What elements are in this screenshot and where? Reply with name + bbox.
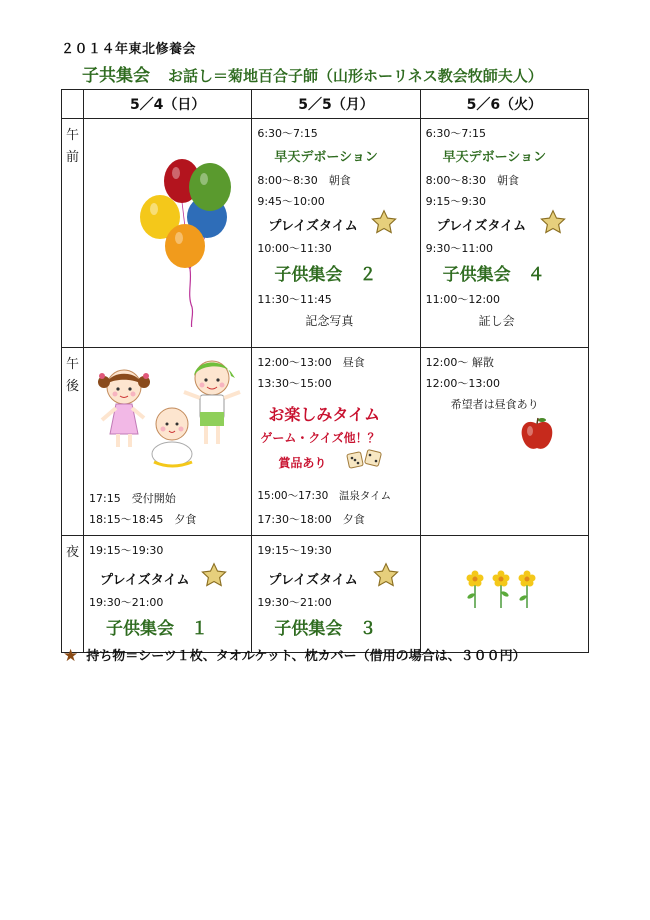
- cell-d4-morning: [84, 119, 252, 348]
- time-text: 9:30〜11:00: [425, 242, 494, 255]
- praise-label: プレイズタイム: [268, 573, 358, 588]
- cell-d5-morning: [252, 119, 420, 348]
- time-text: 13:30〜15:00: [257, 377, 332, 390]
- header-row: [62, 90, 589, 119]
- day-header: 5／6（火）: [420, 90, 588, 119]
- cell-d6-evening: [420, 536, 588, 653]
- time-text: 19:30〜21:00: [89, 596, 164, 609]
- afternoon-row: [62, 348, 589, 536]
- period-char: 午: [66, 357, 80, 372]
- dice-icon: [346, 448, 386, 472]
- time-text: 10:00〜11:30: [257, 242, 332, 255]
- star-icon: [539, 209, 567, 236]
- time-text: 18:15〜18:45 夕食: [89, 513, 197, 526]
- evening-row: [62, 536, 589, 653]
- time-text: 6:30〜7:15: [257, 127, 318, 140]
- devotion-label: 早天デボーション: [274, 150, 378, 165]
- star-icon: [370, 209, 398, 236]
- time-text: 9:45〜10:00: [257, 195, 325, 208]
- morning-row: [62, 119, 589, 348]
- time-text: 17:15 受付開始: [89, 492, 176, 505]
- star-icon: [372, 562, 400, 589]
- footer-note: [63, 645, 526, 666]
- time-text: 11:30〜11:45: [257, 293, 332, 306]
- subtitle-speaker: お話し＝菊地百合子師（山形ホーリネス教会牧師夫人）: [168, 67, 543, 85]
- day-header: 5／5（月）: [252, 90, 420, 119]
- time-text: 12:00〜13:00: [425, 377, 501, 390]
- flowers-illustration: [463, 568, 543, 613]
- praise-label: プレイズタイム: [268, 219, 358, 234]
- children-illustration: [94, 352, 244, 472]
- cell-d5-evening: [252, 536, 420, 653]
- testimony-label: 証し会: [478, 314, 515, 328]
- page-subtitle: [82, 61, 543, 86]
- meeting-label: 子供集会 ２: [274, 265, 377, 285]
- subtitle-main: 子共集会: [82, 66, 150, 86]
- time-text: 8:00〜8:30 朝食: [425, 174, 520, 187]
- lunch-note: 希望者は昼食あり: [450, 398, 539, 411]
- time-text: 17:30〜18:00 夕食: [257, 513, 365, 526]
- cell-d6-afternoon: [420, 348, 588, 536]
- footer-text: 持ち物＝シーツ１枚、タオルケット、枕カバー（借用の場合は、３００円）: [86, 649, 526, 664]
- time-text: 12:00〜 解散: [425, 356, 494, 369]
- period-char: 前: [66, 150, 80, 165]
- meeting-label: 子供集会 ３: [274, 619, 377, 639]
- time-text: 9:15〜9:30: [425, 195, 487, 208]
- page-title: ２０１４年東北修養会: [61, 42, 197, 57]
- apple-icon: [519, 416, 555, 452]
- star-icon: [200, 562, 228, 589]
- prizes-label: 賞品あり: [278, 456, 327, 470]
- corner-cell: [62, 90, 84, 119]
- time-text: 8:00〜8:30 朝食: [257, 174, 351, 187]
- period-label-afternoon: [62, 348, 84, 536]
- cell-d4-afternoon: [84, 348, 252, 536]
- time-text: 19:30〜21:00: [257, 596, 332, 609]
- games-label: ゲーム・クイズ他！？: [260, 431, 380, 445]
- cell-d5-afternoon: [252, 348, 420, 536]
- balloons-illustration: [140, 157, 240, 327]
- period-label-morning: [62, 119, 84, 348]
- cell-d4-evening: [84, 536, 252, 653]
- schedule-table: [61, 89, 589, 653]
- praise-label: プレイズタイム: [100, 573, 190, 588]
- time-text: 12:00〜13:00 昼食: [257, 356, 365, 369]
- period-label-evening: 夜: [62, 536, 84, 653]
- period-char: 午: [66, 128, 80, 143]
- time-text: 11:00〜12:00: [425, 293, 501, 306]
- fun-time-label: お楽しみタイム: [268, 405, 381, 424]
- time-text: 6:30〜7:15: [425, 127, 487, 140]
- time-text: 19:15〜19:30: [89, 544, 164, 557]
- star-icon: ★: [63, 646, 79, 666]
- photo-label: 記念写真: [305, 314, 354, 328]
- time-text: 15:00〜17:30 温泉タイム: [257, 490, 392, 502]
- time-text: 19:15〜19:30: [257, 544, 332, 557]
- meeting-label: 子供集会 １: [106, 619, 209, 639]
- day-header: 5／4（日）: [84, 90, 252, 119]
- meeting-label: 子供集会 ４: [442, 265, 545, 285]
- devotion-label: 早天デボーション: [442, 150, 547, 165]
- period-char: 後: [66, 379, 80, 394]
- praise-label: プレイズタイム: [436, 219, 527, 234]
- cell-d6-morning: [420, 119, 588, 348]
